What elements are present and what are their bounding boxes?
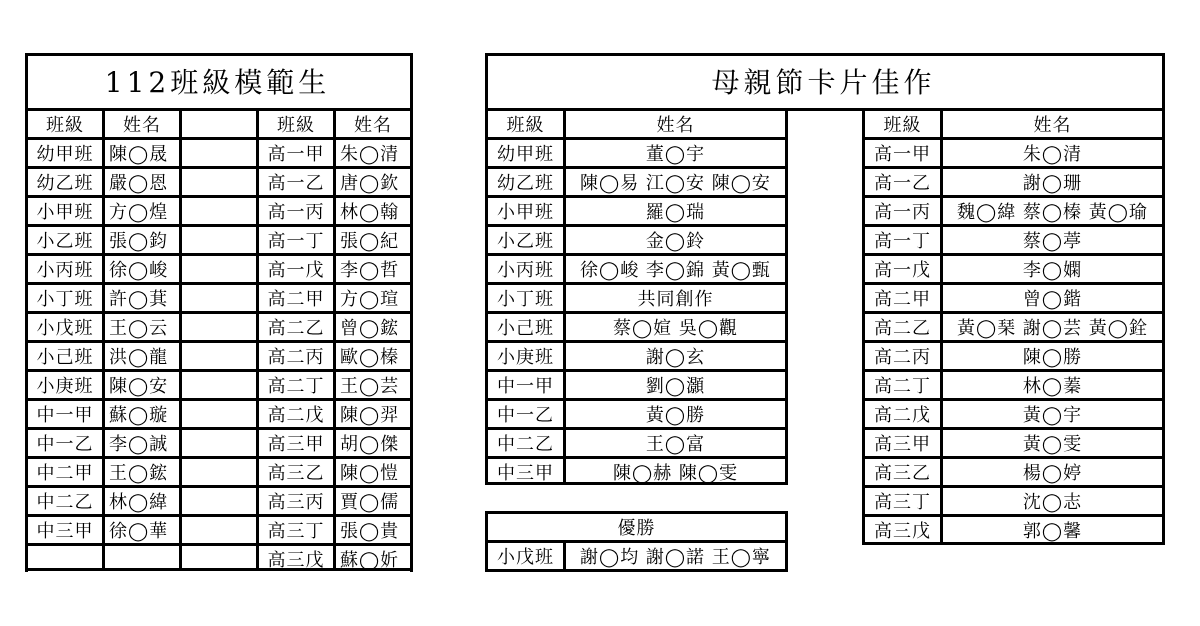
class-cell: 高一乙 (874, 173, 931, 194)
name-cell: 黃◯雯 (1022, 434, 1083, 455)
name-cell: 王◯芸 (340, 376, 400, 397)
column-header: 班級 (46, 115, 84, 136)
name-cell: 徐◯峻 (109, 260, 169, 281)
winner-table-title: 優勝 (617, 518, 656, 539)
card-table-title: 母親節卡片佳作 (711, 65, 936, 99)
name-cell: 張◯紀 (340, 231, 400, 252)
class-cell: 高三戊 (874, 521, 931, 542)
class-cell: 小戊班 (36, 318, 94, 339)
table-border (1162, 53, 1165, 108)
name-cell: 陳◯勝 (1022, 347, 1083, 368)
name-cell: 王◯鋐 (109, 463, 169, 484)
class-cell: 中一乙 (497, 405, 554, 426)
column-header: 班級 (277, 115, 315, 136)
class-cell: 高二乙 (874, 318, 931, 339)
column-header: 班級 (506, 115, 545, 136)
name-cell: 蘇◯璇 (109, 405, 169, 426)
name-cell: 方◯瑄 (340, 289, 400, 310)
name-cell: 李◯哲 (340, 260, 400, 281)
name-cell: 李◯嫻 (1022, 260, 1083, 281)
class-cell: 高二丙 (267, 347, 325, 368)
name-cell: 朱◯清 (340, 144, 400, 165)
class-cell: 高三甲 (267, 434, 325, 455)
column-header: 姓名 (1033, 115, 1072, 136)
name-cell: 陳◯羿 (340, 405, 400, 426)
class-cell: 高二丁 (267, 376, 325, 397)
class-cell: 高二戊 (874, 405, 931, 426)
class-cell: 高一丁 (874, 231, 931, 252)
name-cell: 黃◯宇 (1022, 405, 1083, 426)
class-cell: 高三戊 (267, 550, 325, 571)
class-cell: 高一乙 (267, 173, 325, 194)
name-cell: 曾◯鋐 (340, 318, 400, 339)
table-border (785, 511, 788, 572)
class-cell: 小丙班 (36, 260, 94, 281)
class-cell: 小己班 (36, 347, 94, 368)
column-header: 班級 (883, 115, 922, 136)
name-cell: 謝◯均 謝◯諾 王◯寧 (580, 547, 771, 568)
name-cell: 蘇◯妡 (340, 550, 400, 571)
model-table-title: 112班級模範生 (104, 65, 331, 99)
class-cell: 高一丙 (267, 202, 325, 223)
name-cell: 許◯萁 (109, 289, 169, 310)
name-cell: 曾◯鍇 (1022, 289, 1083, 310)
name-cell: 陳◯晟 (109, 144, 169, 165)
name-cell: 林◯翰 (340, 202, 400, 223)
name-cell: 陳◯易 江◯安 陳◯安 (580, 173, 771, 194)
name-cell: 林◯緯 (109, 492, 169, 513)
name-cell: 李◯誠 (109, 434, 169, 455)
name-cell: 董◯宇 (645, 144, 706, 165)
class-cell: 高二戊 (267, 405, 325, 426)
class-cell: 幼甲班 (36, 144, 94, 165)
name-cell: 朱◯清 (1022, 144, 1083, 165)
class-cell: 小庚班 (36, 376, 94, 397)
name-cell: 沈◯志 (1022, 492, 1083, 513)
name-cell (105, 546, 183, 572)
name-cell: 羅◯瑞 (645, 202, 706, 223)
class-cell: 小乙班 (36, 231, 94, 252)
class-cell: 高二乙 (267, 318, 325, 339)
name-cell: 陳◯安 (109, 376, 169, 397)
name-cell: 歐◯榛 (340, 347, 400, 368)
name-cell: 張◯鈞 (109, 231, 169, 252)
class-cell: 高一丙 (874, 202, 931, 223)
column-line (785, 108, 788, 482)
class-cell: 中一乙 (36, 434, 94, 455)
name-cell: 王◯富 (645, 434, 706, 455)
name-cell: 楊◯婷 (1022, 463, 1083, 484)
name-cell: 蔡◯媗 吳◯觀 (612, 318, 738, 339)
name-cell: 王◯云 (109, 318, 169, 339)
name-cell: 金◯鈴 (645, 231, 706, 252)
name-cell: 陳◯愷 (340, 463, 400, 484)
name-cell: 魏◯緯 蔡◯榛 黃◯瑜 (957, 202, 1148, 223)
class-cell: 小甲班 (36, 202, 94, 223)
class-cell (28, 546, 102, 572)
class-cell: 高二甲 (267, 289, 325, 310)
name-cell: 洪◯龍 (109, 347, 169, 368)
name-cell: 張◯貴 (340, 521, 400, 542)
class-cell: 小乙班 (497, 231, 554, 252)
name-cell: 謝◯珊 (1022, 173, 1083, 194)
class-cell: 高二丙 (874, 347, 931, 368)
class-cell: 高三丁 (267, 521, 325, 542)
class-cell: 小己班 (497, 318, 554, 339)
class-cell: 中三甲 (36, 521, 94, 542)
class-cell: 高三甲 (874, 434, 931, 455)
name-cell: 徐◯華 (109, 521, 169, 542)
name-cell: 蔡◯葶 (1022, 231, 1083, 252)
class-cell: 幼乙班 (36, 173, 94, 194)
class-cell: 高三乙 (267, 463, 325, 484)
class-cell: 幼乙班 (497, 173, 554, 194)
column-line (1162, 108, 1165, 542)
class-cell: 高一甲 (874, 144, 931, 165)
class-cell: 幼甲班 (497, 144, 554, 165)
name-cell: 陳◯赫 陳◯雯 (612, 463, 738, 484)
class-cell: 高一戊 (874, 260, 931, 281)
column-header: 姓名 (123, 115, 161, 136)
class-cell: 高二甲 (874, 289, 931, 310)
class-cell: 中一甲 (497, 376, 554, 397)
column-header: 姓名 (354, 115, 392, 136)
class-cell: 小庚班 (497, 347, 554, 368)
class-cell: 中二甲 (36, 463, 94, 484)
name-cell: 賈◯儒 (340, 492, 400, 513)
class-cell: 小甲班 (497, 202, 554, 223)
class-cell: 高三丁 (874, 492, 931, 513)
class-cell: 小戊班 (497, 547, 554, 568)
class-cell: 中二乙 (36, 492, 94, 513)
column-header: 姓名 (656, 115, 695, 136)
name-cell: 共同創作 (637, 289, 714, 310)
name-cell: 劉◯灝 (645, 376, 706, 397)
class-cell: 中三甲 (497, 463, 554, 484)
name-cell: 黃◯琹 謝◯芸 黃◯銓 (957, 318, 1148, 339)
class-cell: 中一甲 (36, 405, 94, 426)
name-cell: 方◯煌 (109, 202, 169, 223)
class-cell: 小丁班 (36, 289, 94, 310)
name-cell: 胡◯傑 (340, 434, 400, 455)
class-cell: 高三丙 (267, 492, 325, 513)
name-cell: 唐◯欽 (340, 173, 400, 194)
class-cell: 高一丁 (267, 231, 325, 252)
name-cell: 謝◯玄 (645, 347, 706, 368)
class-cell: 中二乙 (497, 434, 554, 455)
name-cell: 徐◯峻 李◯錦 黃◯甄 (580, 260, 771, 281)
class-cell: 高一甲 (267, 144, 325, 165)
name-cell: 林◯蓁 (1022, 376, 1083, 397)
class-cell: 高一戊 (267, 260, 325, 281)
table-border (485, 569, 788, 572)
class-cell: 高三乙 (874, 463, 931, 484)
name-cell: 郭◯馨 (1022, 521, 1083, 542)
class-cell: 小丁班 (497, 289, 554, 310)
class-cell: 小丙班 (497, 260, 554, 281)
name-cell: 嚴◯恩 (109, 173, 169, 194)
name-cell: 黃◯勝 (645, 405, 706, 426)
class-cell: 高二丁 (874, 376, 931, 397)
